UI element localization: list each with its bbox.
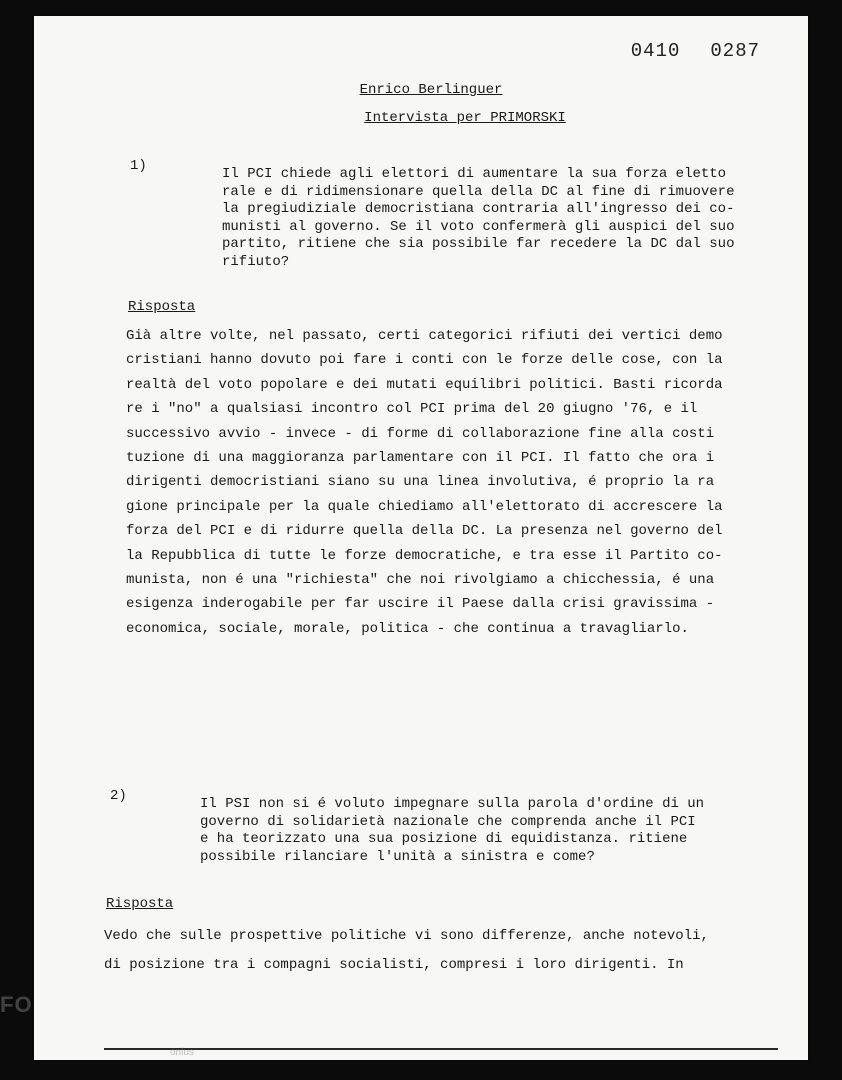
question-1 xyxy=(222,166,734,271)
question-number-1: 1) xyxy=(130,158,147,174)
answer-1-line: re i "no" a qualsiasi incontro col PCI prima del 20 giugno '76, e il xyxy=(126,401,698,418)
answer-1-line: gione principale per la quale chiediamo all'elettorato di accrescere la xyxy=(126,498,723,515)
answer-1-line: dirigenti democristiani siano su una linea involutiva, é proprio la ra xyxy=(126,474,715,491)
archive-code-right: 0287 xyxy=(710,40,760,62)
question-2-line: e ha teorizzato una sua posizione di equidistanza. ritiene xyxy=(200,831,688,847)
answer-1 xyxy=(126,324,723,641)
answer-2-line: di posizione tra i compagni socialisti, compresi i loro dirigenti. In xyxy=(104,957,684,973)
answer-1-line: economica, sociale, morale, politica - che continua a travagliarlo. xyxy=(126,620,689,637)
answer-1-line: Già altre volte, nel passato, certi categorici rifiuti dei vertici demo xyxy=(126,328,723,344)
document-page xyxy=(34,16,808,1060)
archive-code-left: 0410 xyxy=(630,40,681,62)
answer-1-line: cristiani hanno dovuto poi fare i conti con le forze delle cose, con la xyxy=(126,352,723,369)
question-1-line: rifiuto? xyxy=(222,253,290,270)
answer-1-line: tuzione di una maggioranza parlamentare con il PCI. Il fatto che ora i xyxy=(126,450,715,467)
bottom-rule xyxy=(104,1048,778,1050)
answer-2 xyxy=(104,922,709,980)
question-1-line: rale e di ridimensionare quella della DC al fine di rimuovere xyxy=(222,183,735,200)
answer-1-line: forza del PCI e di ridurre quella della DC. La presenza nel governo del xyxy=(126,523,723,540)
answer-1-line: munista, non é una "richiesta" che noi rivolgiamo a chicchessia, é una xyxy=(126,572,715,589)
answer-label-1: Risposta xyxy=(128,299,196,315)
question-1-line: la pregiudiziale democristiana contraria all'ingresso dei co- xyxy=(222,201,735,217)
question-2-line: possibile rilanciare l'unità a sinistra e come? xyxy=(200,848,595,865)
question-2 xyxy=(200,796,704,866)
question-1-line: partito, ritiene che sia possibile far recedere la DC dal suo xyxy=(222,236,735,252)
question-2-line: governo di solidarietà nazionale che comprenda anche il PCI xyxy=(200,813,696,830)
answer-label-2: Risposta xyxy=(106,896,174,912)
answer-1-line: la Repubblica di tutte le forze democratiche, e tra esse il Partito co- xyxy=(126,547,723,564)
author-heading: Enrico Berlinguer xyxy=(359,82,503,98)
archive-code xyxy=(601,40,760,62)
answer-1-line: realtà del voto popolare e dei mutati equilibri politici. Basti ricorda xyxy=(126,376,723,393)
answer-2-line: Vedo che sulle prospettive politiche vi sono differenze, anche notevoli, xyxy=(104,928,709,944)
question-number-2: 2) xyxy=(110,788,127,804)
answer-1-line: successivo avvio - invece - di forme di collaborazione fine alla costi xyxy=(126,425,715,442)
question-1-line: munisti al governo. Se il voto confermerà gli auspici del suo xyxy=(222,218,735,235)
question-2-line: Il PSI non si é voluto impegnare sulla parola d'ordine di un xyxy=(200,796,705,812)
watermark-sub: onlus xyxy=(170,1047,194,1058)
watermark-logo: FO xyxy=(0,992,33,1017)
question-1-line: Il PCI chiede agli elettori di aumentare la sua forza eletto xyxy=(222,166,727,182)
interview-title: Intervista per PRIMORSKI xyxy=(364,110,566,126)
answer-1-line: esigenza inderogabile per far uscire il Paese dalla crisi gravissima - xyxy=(126,596,715,613)
